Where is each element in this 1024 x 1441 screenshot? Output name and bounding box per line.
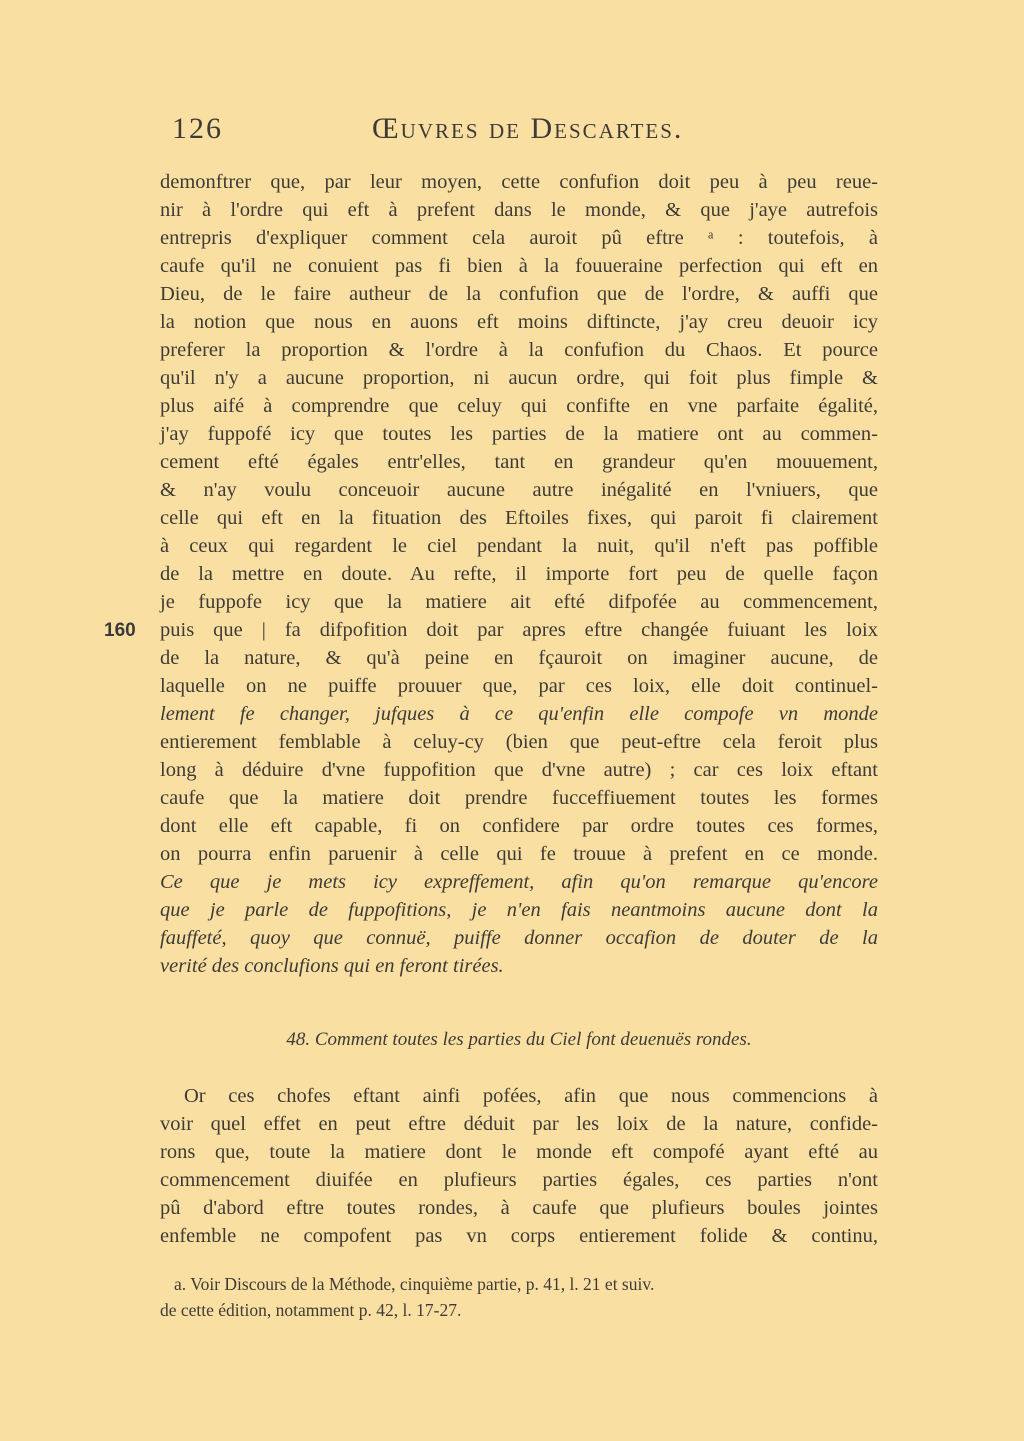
- body-line: on pourra enfin paruenir à celle qui fe trouue à prefent en ce monde.: [160, 843, 878, 865]
- body-line: Dieu, de le faire autheur de la confufion que de l'ordre, & auffi que: [160, 283, 878, 305]
- body-line: plus aifé à comprendre que celuy qui confifte en vne parfaite égalité,: [160, 395, 878, 417]
- section-line: voir quel effet en peut eftre déduit par les loix de la nature, confide-: [160, 1113, 878, 1135]
- section-heading: 48. Comment toutes les parties du Ciel font deuenuës rondes.: [286, 1029, 752, 1050]
- body-line: entierement femblable à celuy-cy (bien que peut-eftre cela feroit plus: [160, 731, 878, 753]
- body-line: je fuppofe icy que la matiere ait efté difpofée au commencement,: [160, 591, 878, 613]
- body-line: long à déduire d'vne fuppofition que d'vne autre) ; car ces loix eftant: [160, 759, 878, 781]
- margin-page-reference: 160: [104, 620, 136, 641]
- body-line: qu'il n'y a aucune proportion, ni aucun ordre, qui foit plus fimple &: [160, 367, 878, 389]
- running-title: Œuvres de Descartes.: [372, 112, 684, 145]
- body-line: à ceux qui regardent le ciel pendant la nuit, qu'il n'eft pas poffible: [160, 535, 878, 557]
- section-line: pû d'abord eftre toutes rondes, à caufe que plufieurs boules jointes: [160, 1197, 878, 1219]
- body-line: verité des conclufions qui en feront tirées.: [160, 955, 504, 977]
- body-line: celle qui eft en la fituation des Eftoiles fixes, qui paroit fi clairement: [160, 507, 878, 529]
- body-line: de la nature, & qu'à peine en fçauroit on imaginer aucune, de: [160, 647, 878, 669]
- body-line: laquelle on ne puiffe prouuer que, par ces loix, elle doit continuel-: [160, 675, 878, 697]
- section-line: Or ces chofes eftant ainfi pofées, afin que nous commencions à: [184, 1085, 878, 1107]
- body-line: nir à l'ordre qui eft à prefent dans le monde, & que j'aye autrefois: [160, 199, 878, 221]
- body-line: lement fe changer, jufques à ce qu'enfin elle compofe vn monde: [160, 703, 878, 725]
- body-line: entrepris d'expliquer comment cela auroit pû eftre ᵃ : toutefois, à: [160, 227, 878, 249]
- body-line: puis que | fa difpofition doit par apres eftre changée fuiuant les loix: [160, 619, 878, 641]
- section-line: enfemble ne compofent pas vn corps entierement folide & continu,: [160, 1225, 878, 1247]
- body-line: caufe qu'il ne conuient pas fi bien à la fouueraine perfection qui eft en: [160, 255, 878, 277]
- footnote-line: a. Voir Discours de la Méthode, cinquième partie, p. 41, l. 21 et suiv.: [174, 1274, 655, 1294]
- section-line: commencement diuifée en plufieurs parties égales, ces parties n'ont: [160, 1169, 878, 1191]
- body-line: dont elle eft capable, fi on confidere par ordre toutes ces formes,: [160, 815, 878, 837]
- body-line: preferer la proportion & l'ordre à la confufion du Chaos. Et pource: [160, 339, 878, 361]
- body-line: que je parle de fuppofitions, je n'en fais neantmoins aucune dont la: [160, 899, 878, 921]
- body-line: & n'ay voulu conceuoir aucune autre inégalité en l'vniuers, que: [160, 479, 878, 501]
- body-line: la notion que nous en auons eft moins diftincte, j'ay creu deuoir icy: [160, 311, 878, 333]
- body-line: fauffeté, quoy que connuë, puiffe donner occafion de douter de la: [160, 927, 878, 949]
- page-number: 126: [172, 112, 223, 145]
- body-line: de la mettre en doute. Au refte, il importe fort peu de quelle façon: [160, 563, 878, 585]
- section-line: rons que, toute la matiere dont le monde eft compofé ayant efté au: [160, 1141, 878, 1163]
- page-header: [172, 112, 882, 152]
- body-line: caufe que la matiere doit prendre fucceffiuement toutes les formes: [160, 787, 878, 809]
- body-line: cement efté égales entr'elles, tant en grandeur qu'en mouuement,: [160, 451, 878, 473]
- footnote-line: de cette édition, notamment p. 42, l. 17-27.: [160, 1300, 462, 1320]
- body-line: j'ay fuppofé icy que toutes les parties de la matiere ont au commen-: [160, 423, 878, 445]
- body-line: Ce que je mets icy expreffement, afin qu'on remarque qu'encore: [160, 871, 878, 893]
- body-line: demonftrer que, par leur moyen, cette confufion doit peu à peu reue-: [160, 171, 878, 193]
